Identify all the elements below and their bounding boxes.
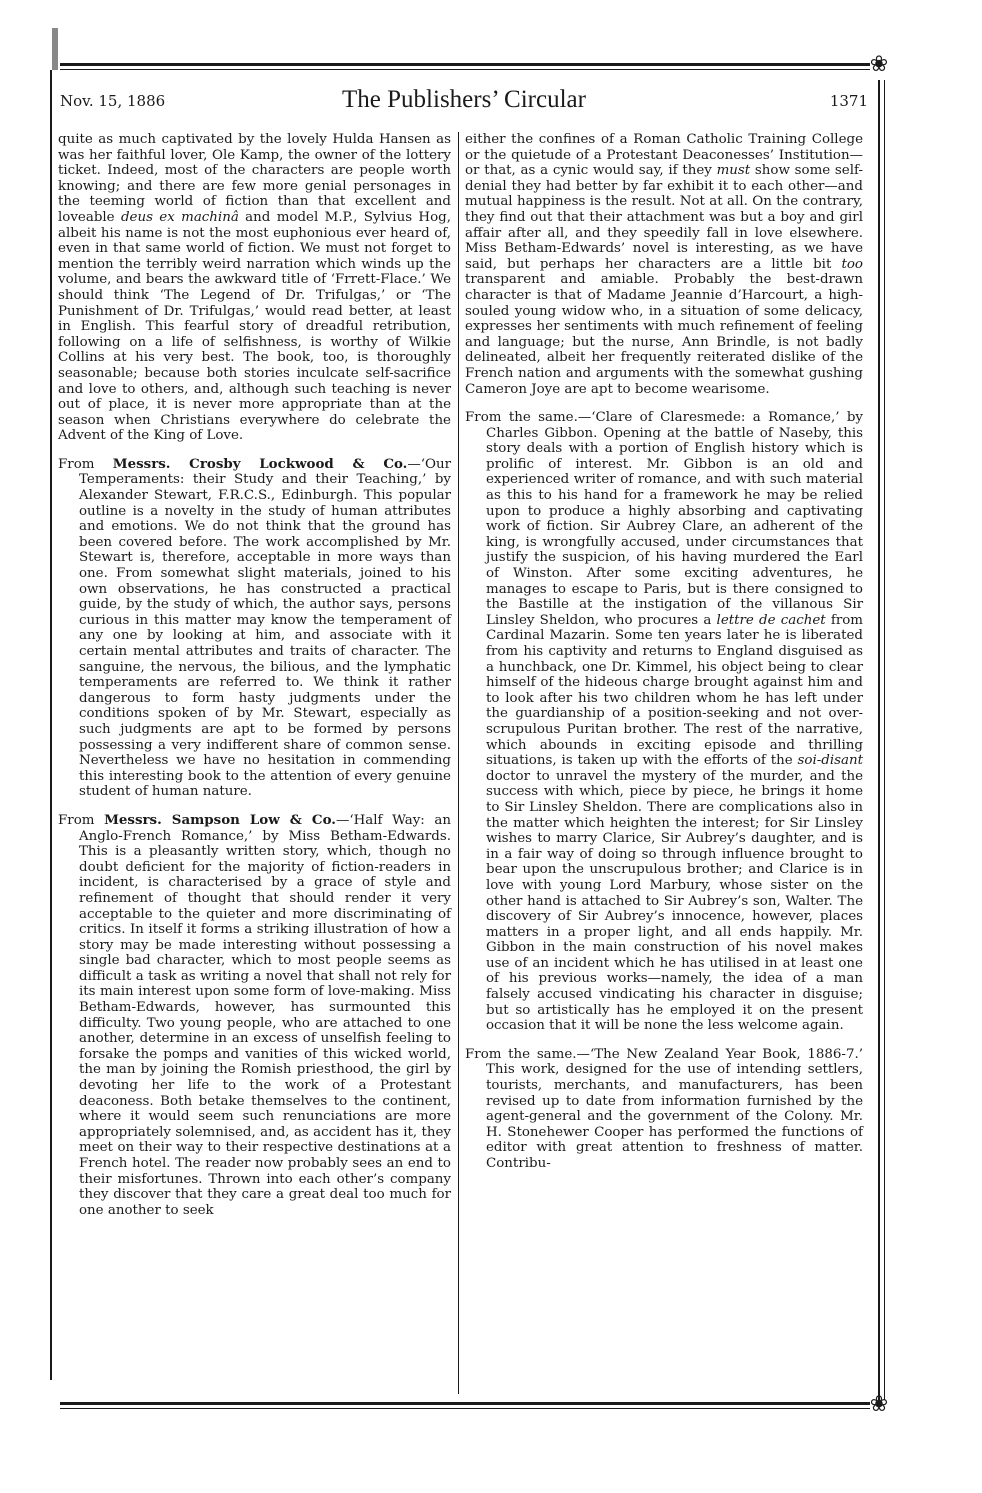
column-divider (458, 132, 459, 1394)
italic-phrase: soi-disant (797, 753, 863, 769)
text-run: —‘Half Way: an Anglo-French Romance,’ by Miss Betham-Edwards. This is a pleasantly written story, which, though no doubt deficient for the majority of fiction-readers in incident, is characterised by a grace of style and refinement of thought that should render it very acceptable to the quieter and more discriminating of critics. In itself it forms a striking illustration of how a story may be made interesting without possessing a single bad character, which to most people seems as difficult a task as writing a novel that shall not rely for its main interest upon some form of love-making. Miss Betham-Edwards, however, has surmounted this difficulty. Two young people, who are attached to one another, determine in an excess of unselfish feeling to forsake the pomps and vanities of this wicked world, the man by joining the Romish priesthood, the girl by devoting her life to the work of a Protestant deaconess. Both betake themselves to the continent, where it would seem such renunciations are more appropriately solemnised, and, as accident has it, they meet on their way to their respective destinations at a French hotel. The reader now probably sees an end to their misfortunes. Thrown into each other’s company they discover that they care a great deal too much for one another to seek (79, 812, 451, 1218)
text-run: From (58, 456, 113, 472)
publisher-name: Messrs. Crosby Lockwood & Co. (112, 455, 408, 472)
top-rule-thin (60, 69, 870, 70)
review-entry-clare-of-claresmede (465, 410, 863, 1034)
issue-date: Nov. 15, 1886 (60, 92, 166, 110)
review-entry-sampson-low (58, 813, 451, 1218)
right-frame-rule (878, 80, 880, 1400)
review-paragraph-continued (465, 132, 863, 397)
text-run: and model M.P., Sylvius Hog, albeit his name is not the most euphonious ever heard of, even in that same world of fiction. We must not forget to mention the terribly weird narration which winds up the volume, and bears the awkward title of ‘Frrett-Flace.’ We should think ‘The Legend of Dr. Trifulgas,’ or ‘The Punishment of Dr. Trifulgas,’ would read better, at least in English. This fearful story of dreadful retribution, following on a life of selfishness, is worthy of Wilkie Collins at his very best. The book, too, is thoroughly seasonable; because both stories inculcate self-sacrifice and love to others, and, although such teaching is never out of place, it is never more appropriate than at the season when Christians everywhere do celebrate the Advent of the King of Love. (58, 209, 451, 444)
binding-edge (50, 70, 52, 1380)
running-header (60, 86, 868, 120)
text-run: transparent and amiable. Probably the best-drawn character is that of Madame Jeannie d’Harcourt, a high-souled young widow who, in a situation of some delicacy, expresses her sentiments with much refinement of feeling and language; but the nurse, Ann Brindle, is not badly delineated, albeit her frequently reiterated dislike of the French nation and arguments with the somewhat gushing Cameron Joye are apt to become wearisome. (465, 272, 863, 397)
text-run: from Cardinal Mazarin. Some ten years later he is liberated from his captivity and returns to England disguised as a hunchback, one Dr. Kimmel, his object being to clear himself of the hideous charge brought against him and to look after his two children whom he has left under the guardianship of a position-seeking and not over-scrupulous Puritan brother. The rest of the narrative, which abounds in exciting episode and thrilling situations, is taken up with the efforts of the (486, 612, 864, 769)
italic-word: must (716, 163, 751, 179)
right-frame-rule-thin (884, 80, 885, 1400)
bottom-rule (60, 1402, 870, 1405)
right-column (465, 132, 863, 1172)
left-column (58, 132, 451, 1218)
text-run: From (58, 812, 105, 828)
bottom-rule-thin (60, 1408, 870, 1409)
text-run: either the confines of a Roman Catholic Training College or the quietude of a Protestant Deaconesses’ Institution—or that, as a cynic would say, if they (465, 132, 863, 179)
review-entry-crosby-lockwood (58, 457, 451, 800)
text-run: From the same.—‘The New Zealand Year Book, 1886-7.’ This work, designed for the use of intending settlers, tourists, merchants, and manufacturers, has been revised up to date from information furnished by the agent-general and the government of the Colony. Mr. H. Stonehewer Cooper has performed the functions of editor with great attention to freshness of matter. Contribu- (465, 1046, 863, 1171)
page-number: 1371 (829, 92, 868, 110)
publisher-name: Messrs. Sampson Low & Co. (104, 811, 336, 828)
italic-phrase: lettre de cachet (716, 612, 826, 628)
top-rule (60, 63, 870, 66)
ornament-top-icon: ❀ (869, 52, 889, 77)
text-run: From the same.—‘Clare of Claresmede: a Romance,’ by Charles Gibbon. Opening at the battle of Naseby, this story deals with a portion of English history which is prolific of interest. Mr. Gibbon is an old and experienced writer of romance, and with such material as this to his hand for a framework he may be relied upon to produce a highly absorbing and captivating work of fiction. Sir Aubrey Clare, an adherent of the king, is wrongfully accused, under circumstances that justify the suspicion, of his having murdered the Earl of Winston. After some exciting adventures, he manages to escape to Paris, but is there consigned to the Bastille at the instigation of the villanous Sir Linsley Sheldon, who procures a (465, 410, 863, 628)
italic-word: too (841, 256, 863, 272)
page-edge-mark (52, 28, 58, 70)
text-run: show some self-denial they had better by far exhibit it to each other—and mutual happiness is the result. Not at all. On the contrary, they find out that their attachment was but a boy and girl affair after all, and they speedily fall in love elsewhere. Miss Betham-Edwards’ novel is interesting, as we have said, but perhaps her characters are a little bit (465, 163, 863, 272)
text-run: quite as much captivated by the lovely Hulda Hansen as was her faithful lover, Ole Kamp, the owner of the lottery ticket. Indeed, most of the characters are people worth knowing; and there are few more genial personages in the teeming world of fiction than that excellent and loveable (58, 132, 451, 225)
text-run: —‘Our Temperaments: their Study and their Teaching,’ by Alexander Stewart, F.R.C.S., Edinburgh. This popular outline is a novelty in the study of human attributes and emotions. We do not think that the ground has been covered before. The work accomplished by Mr. Stewart is, therefore, acceptable in more ways than one. From somewhat slight materials, joined to his own observations, he has constructed a practical guide, by the study of which, the author says, persons curious in this matter may know the temperament of any one by looking at him, and associate with it certain mental attributes and traits of character. The sanguine, the nervous, the bilious, and the lymphatic temperaments are referred to. We think it rather dangerous to form hasty judgments under the conditions spoken of by Mr. Stewart, especially as such judgments are apt to be formed by persons possessing a very indifferent share of common sense. Nevertheless we have no hesitation in commending this interesting book to the attention of every genuine student of human nature. (79, 456, 451, 800)
italic-phrase: deus ex machinâ (120, 209, 239, 225)
review-entry-new-zealand-year-book (465, 1047, 863, 1172)
text-run: doctor to unravel the mystery of the murder, and the success with which, piece by piece, he brings it home to Sir Linsley Sheldon. There are complications also in the matter which heighten the interest; for Sir Linsley wishes to marry Clarice, Sir Aubrey’s daughter, and is in a fair way of doing so through influence brought to bear upon the unscrupulous brother; and Clarice is in love with young Lord Marbury, whose sister on the other hand is attached to Sir Aubrey’s son, Walter. The discovery of Sir Aubrey’s innocence, however, places matters in a proper light, and all ends happily. Mr. Gibbon in the main construction of his novel makes use of an incident which he has utilised in at least one of his previous works—namely, the idea of a man falsely accused vindicating his character in disguise; but so artistically has he employed it on the present occasion that it will be none the less welcome again. (486, 768, 863, 1034)
journal-title: The Publishers’ Circular (342, 86, 586, 113)
review-paragraph-continued (58, 132, 451, 444)
ornament-bottom-icon: ❀ (869, 1392, 889, 1417)
